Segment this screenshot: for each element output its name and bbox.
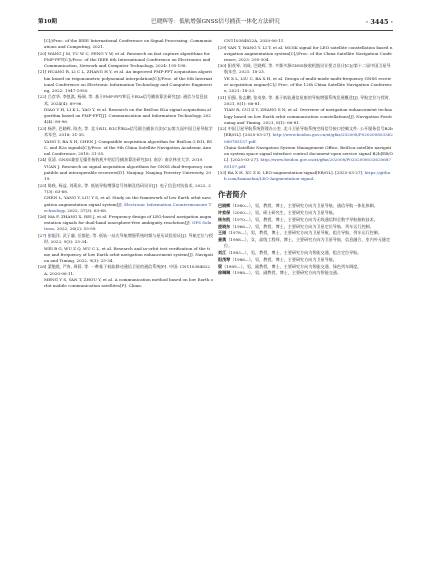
reference-entry: [28] 蒙勉乾, 严冉, 周莉, 等. 一种基于低轨移动通信卫星的通信系统[P]. 中国: CN110384822A, 2020-06-11. [38,264,211,276]
reference-entry: WEI B G, WU Z Q, WU C L, et al. Research and in-orbit test verification of the time and frequency of low Earth orbit navigation enhancement system[J]. Navigation and Timing, 2022, 9(3): 25-34. [44,245,213,263]
author-description: （1966—），男，教授，博士，主要研究方向为卫星定位导航、列车运行控制。 [230,223,374,229]
author-name: 王刚 [218,230,227,236]
reference-entry: [20] WANG J M, YU W C, PENG Y W, et al. Research on fast capture algorithms for PMF-FFT[C]//Proc. of the IEEE 6th International Conference on Electronics and Communication, Network and Computer Technology, 2024: 195-198. [38,50,211,68]
reference-entry: [23] 杨洪, 巴晓辉, 陈杰, 等. 北斗B1I, B1C和B2a信号联合捕获方法[C]//第九届中国卫星导航学术年会, 2018: 31-35. [38,125,213,138]
reference-link[interactable]: Electronic Information Countermeasure Technology [44,201,212,213]
reference-entry: YE X L, LIU C, BA X H, et al. Design of multi-mode multi-frequency GNSS receiver acquisition engine[C]// Proc. of the 12th China Satellite Navigation Conference, 2021: 18-23. [224,75,392,94]
author-name: 庞晓东 [218,223,231,229]
author-description: （1970—），男，教授，博士，主要研究方向为无线通信和全数字导航接收技术。 [230,216,378,222]
issue-number: 第10期 [38,19,57,25]
reference-entry: [21] HUANG R, LI C L, ZHANG H Y, et al. An improved PMF-FFT acquisition algorithm based on trigonometric polynomial interpolation[C]//Proc. of the 6th International Conference on Electronic Information Technology and Computer Engineering, 2022: 1947-1950. [38,69,213,93]
author-bio [218,237,393,249]
author-name: 梁 [218,263,223,269]
reference-entry: [22] 吕彦华, 李凯淇, 杨瑞, 等. 基于PMF-FFT和瓦卡B2a信号捕获算法研究[J]. 通信与信息技术, 2024(4): 89-96. [38,94,208,106]
reference-link[interactable]: http://www.beidou.gov.cn/xt/gfxz/202008/P020200803362068785157.pdf [224,157,391,169]
author-description: （1988—），女，高级工程师，博士，主要研究方向为卫星导航、信息融合、室内外无缝定位。 [224,237,391,249]
running-title: 巴晓辉等：低轨增强GNSS信号捕获一体化方法研究 [151,19,280,25]
reference-list [218,38,393,182]
author-name: 杨东凯 [218,216,231,222]
reference-entry: [29] YAN T, WANG Y, LI T, et al. MCSK signal for LEO satellite constellation based navigation augmentation system[C]//Proc. of the China Satellite Navigation Conference, 2023: 295-304. [218,44,393,62]
reference-entry: [27] 彭振洋, 武子谦, 岳都伦, 等. 低轨一站式导航增强系统时频与星历试验验证[J]. 导航定位与授时, 2022, 9(3): 25-34. [38,232,213,245]
author-bio [218,250,393,256]
reference-entry: TIAN R, CUI Z Y, ZHANG S N, et al. Overview of navigation enhancement technology based on low Earth orbit communication constellations[J]. Navigation Positioning and Timing, 2021, 8(1): 66-81. [224,107,393,125]
reference-entry: [26] MA F, ZHANG X, REI J, et al. Frequency design of LEO-based navigation augmentation signals for dual-band ionosphere-free ambiguity resolution[J]. GPS Solutions, 2022, 26(2): 53-59. [38,214,212,232]
author-bio [218,230,393,236]
reference-link[interactable]: https://github.com/baxiaohui/LEO-Augmentation-signal [224,170,391,182]
reference-entry: CHEN L, YANG Y, LIU Y S, et al. Study on the framework of low Earth orbit navigation augmentation signal system[J]. Electronic Information Countermeasure Technology, 2022, 37(3): 63-68. [44,195,212,213]
author-bio [218,270,393,276]
author-name: 姜奥 [218,237,227,243]
author-name: 阳茂琴 [218,256,231,262]
author-name: 徐琳琳 [218,270,231,276]
reference-entry: MENG Y S, YAN T, ZHOU Y, et al. A communication method based on low Earth orbit mobile communication satellites[P]. China: [44,277,213,289]
reference-entry: [33] BA X H, XU Z K. LEO-augmentation-signal[EB/OL]. [2025-03-27]. https://github.com/baxiaohui/LEO-Augmentation-signal. [218,170,391,182]
reference-entry: [31] 田强, 张志鹏, 张英豪, 等. 基于低轨通信星座的导航增强系统发展概述[J]. 导航定位与授时, 2021, 8(1): 66-81. [218,94,391,106]
page-number: · 3445 · [365,18,393,26]
reference-entry: [C]//Proc. of the IEEE International Conference on Signal Processing, Communications and Computing, 2021. [44,38,213,50]
author-description: （1989—），男，副教授，博士，主要研究方向为智能交通、绿色列车调度。 [222,263,362,269]
author-name: 巴晓辉 [218,203,231,209]
author-name: 许家保 [218,210,231,216]
author-description: （1980—），男，教授，博士，主要研究方向为卫星导航、通信导航一体化体制。 [230,203,378,209]
author-description: （1978—），男，教授，博士，主要研究方向为卫星导航、组合导航、列车运行控制。 [226,230,382,236]
running-header [38,16,393,31]
author-bio [218,264,393,270]
reference-entry: DIAO Y H, LI K L, YAO Y, et al. Research on the BeiDou B2a signal acquisition algorithm based on PMF-FFT[J]. Communication and Information Technology, 2024(4): 89-96. [44,107,211,125]
left-column [38,38,213,290]
author-bio [218,257,393,263]
author-bio-list [218,203,393,276]
author-bio [218,224,393,230]
author-description: （1983—），男，教授，博士，主要研究方向为智能交通、组合定位导航。 [226,250,362,255]
reference-entry: [25] 陈秋, 杨益, 刘燕东, 等. 低轨导航增强信号体制及伪码设计[J]. 电子信息对抗技术, 2022, 37(3): 63-68. [38,182,211,194]
reference-entry: [32] 中国卫星导航系统管理办公室. 北斗卫星导航系统空间信号接口控制文件: 公开服务信号B2b[EB/OL]. [2025-03-27]. http://www.beidou.gov.cn/xt/gfxz/202008/P020200803362068785157.pdf. [218,126,393,144]
author-bio [218,203,393,209]
author-description: （2000—），男，硕士研究生，主要研究方向为卫星导航。 [230,210,337,216]
reference-entry: [30] 阳茂琴, 刘成, 巴晓辉, 等. 多频多源GNSS接收机链设计要点设计[C]//第十二届中国卫星导航年会, 2021: 18-23. [218,63,391,75]
author-bio [218,217,393,223]
reference-entry: YUAN J. Research on signal acquisition algorithms for GNSS dual-frequency compatible and interoperable receivers[D]. Nanjing: Nanjing Forestry University, 2019. [44,163,213,182]
reference-entry: YANG Y, BA X H, CHEN J. Compatible acquisition algorithm for BeiDou-3 B1I, B1C, and B2a signals[C]//Proc. of the 9th China Satellite Navigation Academic Annual Conference, 2018: 31-35. [44,138,213,156]
author-description: （1986—），男，教授，博士，主要研究方向为卫星导航。 [230,256,337,262]
reference-link[interactable]: http://www.beidou.gov.cn/xt/gfxz/202008/P020200803362068785157.pdf [224,132,393,144]
author-description: （1988—），男，副教授，博士，主要研究方向为智能交通。 [230,270,341,276]
author-bio [218,210,393,216]
reference-entry: China Satellite Navigation System Management Office. BeiDou satellite navigation system space signal interface control document-open service signal B2b[EB/OL]. [2025-03-27]. http://www.beidou.gov.cn/xt/gfxz/202008/P020200803362068785157.pdf. [224,145,393,169]
author-name: 刘江 [218,250,227,255]
reference-entry: [24] 袁清. GNSS兼容互操作接收机中的信号捕获算法研究[D]. 南京: 南京林业大学, 2019. [38,157,204,163]
author-section-heading: 作者简介 [218,190,247,200]
right-column [218,38,393,277]
reference-entry: CN110384822A, 2020-06-11. [224,38,285,43]
reference-link[interactable]: GPS Solutions [44,220,212,232]
